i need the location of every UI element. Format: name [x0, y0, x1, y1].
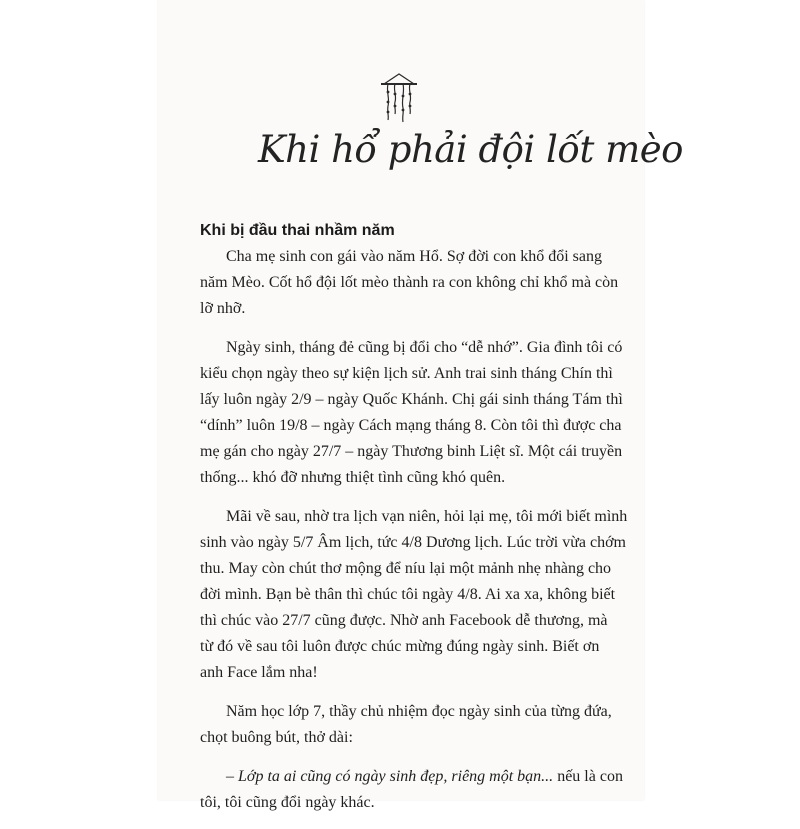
text-line: kiểu chọn ngày theo sự kiện lịch sử. Anh trai sinh tháng Chín thì: [200, 365, 613, 382]
text-line: Mãi về sau, nhờ tra lịch vạn niên, hỏi lại mẹ, tôi mới biết mình: [226, 508, 628, 525]
quote-italic: Lớp ta ai cũng có ngày sinh đẹp, riêng một bạn...: [238, 768, 554, 785]
text-line: anh Face lắm nha!: [200, 664, 318, 681]
text-line: “dính” luôn 19/8 – ngày Cách mạng tháng 8. Còn tôi thì được cha: [200, 417, 622, 434]
paragraph-1: [200, 244, 619, 322]
chapter-title: Khi hổ phải đội lốt mèo: [258, 128, 683, 171]
text-line: đời mình. Bạn bè thân thì chúc tôi ngày 4/8. Ai xa xa, không biết: [200, 586, 616, 603]
dialogue-quote: [200, 764, 623, 816]
text-line: lấy luôn ngày 2/9 – ngày Quốc Khánh. Chị gái sinh tháng Tám thì: [200, 391, 623, 408]
text-line: [200, 764, 623, 790]
text-line: tôi, tôi cũng đổi ngày khác.: [200, 794, 375, 811]
text-line: mẹ gán cho ngày 27/7 – ngày Thương binh Liệt sĩ. Một cái truyền: [200, 443, 623, 460]
paragraph-2: [200, 335, 623, 491]
text-line: Ngày sinh, tháng đẻ cũng bị đổi cho “dễ nhớ”. Gia đình tôi có: [226, 339, 623, 356]
text-line: Năm học lớp 7, thầy chủ nhiệm đọc ngày sinh của từng đứa,: [226, 703, 612, 720]
bleed-through-header: [458, 14, 461, 26]
text-line: chọt buông bút, thở dài:: [200, 729, 353, 746]
body-text: [200, 244, 628, 829]
text-line: lỡ nhỡ.: [200, 300, 246, 317]
section-heading: Khi bị đầu thai nhầm năm: [200, 222, 395, 239]
text-line: từ đó về sau tôi luôn được chúc mừng đúng ngày sinh. Biết ơn: [200, 638, 600, 655]
text-line: năm Mèo. Cốt hổ đội lốt mèo thành ra con không chỉ khổ mà còn: [200, 274, 619, 291]
quote-dash: –: [226, 768, 238, 785]
text-line: sinh vào ngày 5/7 Âm lịch, tức 4/8 Dương lịch. Lúc trời vừa chớm: [200, 534, 626, 551]
hanging-wind-chime-icon: [378, 72, 420, 124]
quote-rest: nếu là con: [553, 768, 623, 785]
text-line: thống... khó đỡ nhưng thiệt tình cũng khó quên.: [200, 469, 506, 486]
paragraph-3: [200, 504, 628, 686]
text-line: thì chúc vào 27/7 cũng được. Nhờ anh Facebook dễ thương, mà: [200, 612, 608, 629]
text-line: thu. May còn chút thơ mộng để níu lại một mảnh nhẹ nhàng cho: [200, 560, 612, 577]
paragraph-4: [200, 699, 612, 751]
text-line: Cha mẹ sinh con gái vào năm Hổ. Sợ đời con khổ đổi sang: [226, 248, 602, 265]
